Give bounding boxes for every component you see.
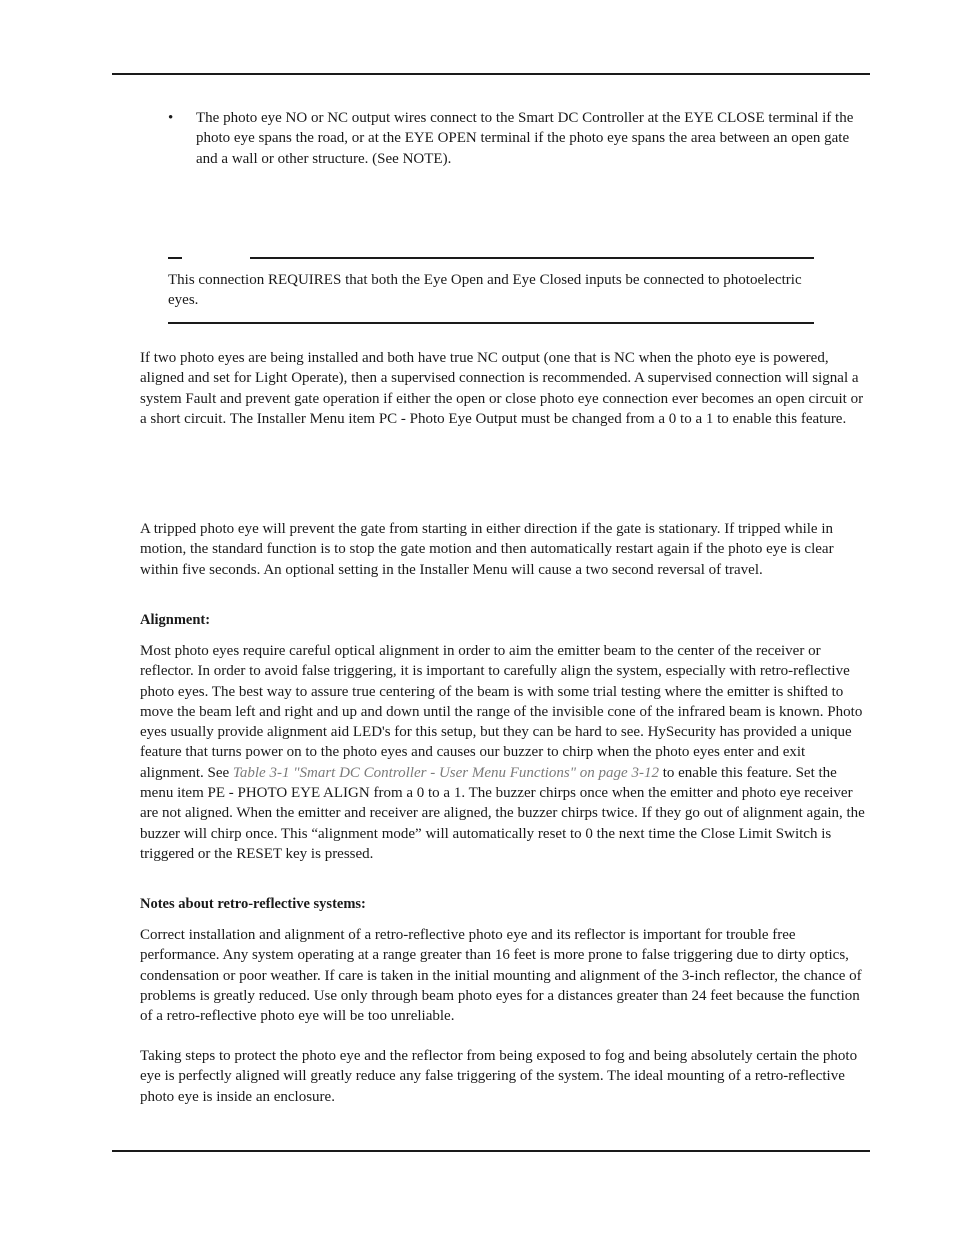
note-text: This connection REQUIRES that both the Eye Open and Eye Closed inputs be connected to photoelectric eyes. bbox=[168, 272, 802, 309]
header-rule bbox=[112, 73, 870, 75]
paragraph-alignment bbox=[140, 641, 872, 864]
bullet-item-photo-eye-wiring: The photo eye NO or NC output wires connect to the Smart DC Controller at the EYE CLOSE terminal if the photo eye spans the road, or at the EYE OPEN terminal if the photo eye spans the area between an open gate and a wall or other structure. (See NOTE). bbox=[196, 110, 854, 167]
footer-rule bbox=[112, 1150, 870, 1152]
paragraph-retro-reflective: Correct installation and alignment of a retro-reflective photo eye and its reflector is important for trouble free performance. Any system operating at a range greater than 16 feet is more prone to false triggering due to dirty optics, condensation or poor weather. If care is taken in the initial mounting and alignment of the 3-inch reflector, the chance of problems is greatly reduced. Use only through beam photo eyes for a distances greater than 24 feet because the function of a retro-reflective photo eye will be too unreliable. bbox=[140, 927, 862, 1025]
table-cross-reference-link[interactable]: Table 3-1 "Smart DC Controller - User Menu Functions" on page 3-12 bbox=[232, 764, 659, 781]
alignment-text-part1: Most photo eyes require careful optical alignment in order to aim the emitter beam to the center of the receiver or reflector. In order to avoid false triggering, it is important to carefully align the system, especially with retro-reflective photo eyes. The best way to assure true centering of the beam is with some trial testing where the emitter is shifted to move the beam left and right and up and down until the range of the invisible cone of the infrared beam is known. Photo eyes usually provide alignment aid LED's for this setup, but they can be hard to see. HySecurity has provided a unique feature that turns power on to the photo eyes and causes our buzzer to chirp when the photo eyes enter and exit alignment. See bbox=[140, 643, 863, 781]
paragraph-protect-photo-eye: Taking steps to protect the photo eye and the reflector from being exposed to fog and being absolutely certain the photo eye is perfectly aligned will greatly reduce any false triggering of the system. The ideal mounting of a retro-reflective photo eye is inside an enclosure. bbox=[140, 1048, 858, 1105]
paragraph-supervised-connection: If two photo eyes are being installed and both have true NC output (one that is NC when the photo eye is powered, aligned and set for Light Operate), then a supervised connection is recommended. A supervised connection will signal a system Fault and prevent gate operation if either the open or close photo eye connection ever becomes an open circuit or a short circuit. The Installer Menu item PC - Photo Eye Output must be changed from a 0 to a 1 to enable this feature. bbox=[140, 350, 864, 427]
note-rule-left bbox=[168, 257, 182, 259]
paragraph-tripped-photo-eye: A tripped photo eye will prevent the gate from starting in either direction if the gate is stationary. If tripped while in motion, the standard function is to stop the gate motion and then automatically restart again if the photo eye is clear within five seconds. An optional setting in the Installer Menu will cause a two second reversal of travel. bbox=[140, 521, 834, 578]
heading-alignment: Alignment: bbox=[140, 612, 211, 628]
bullet-marker: • bbox=[168, 110, 174, 126]
note-rule-bottom bbox=[168, 322, 814, 324]
heading-retro-reflective-notes: Notes about retro-reflective systems: bbox=[140, 896, 366, 912]
note-rule-top bbox=[250, 257, 814, 259]
alignment-text-part2: to enable this feature. Set the menu item PE - PHOTO EYE ALIGN from a 0 to a 1. The buzzer chirps once when the emitter and photo eye receiver are not aligned. When the emitter and receiver are aligned, the buzzer chirps twice. If they go out of alignment again, the buzzer will chirp once. This “alignment mode” will automatically reset to 0 the next time the Close Limit Switch is triggered or the RESET key is pressed. bbox=[140, 764, 865, 862]
